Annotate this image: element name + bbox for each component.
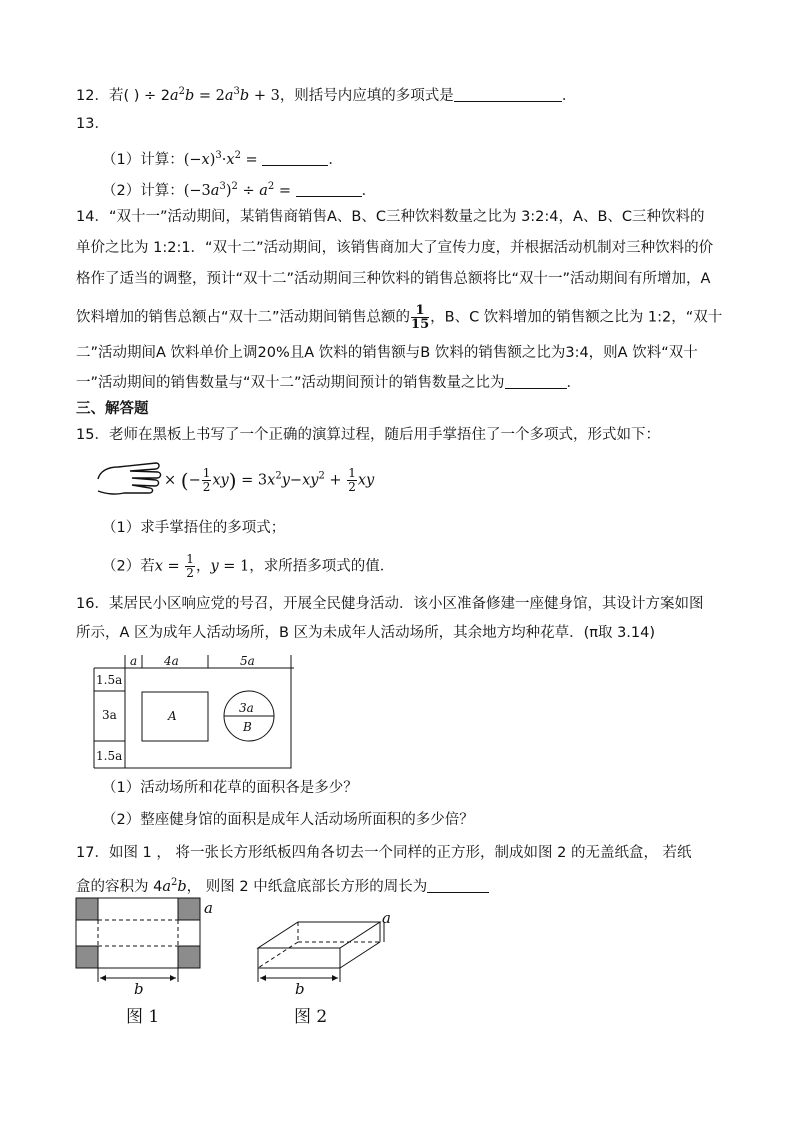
fig2-label-a: a bbox=[382, 909, 391, 927]
question-17-line-2: 盒的容积为 $4a^2b$， 则图 2 中纸盒底部长方形的周长为 bbox=[76, 873, 489, 897]
math-a2b: a bbox=[169, 87, 179, 104]
question-14-line-5: 二”活动期间A 饮料单价上调20%且A 饮料的销售额与B 饮料的销售额之比为3:4，则A 饮料“双十 bbox=[76, 345, 698, 361]
question-15-part-2: （2）若x = $\frac{1}{2}$ ，y = 1，求所捂多项式的值． bbox=[102, 552, 395, 580]
fig1-label-a: a bbox=[204, 899, 213, 917]
label-top-1-5a: 1.5a bbox=[96, 673, 123, 687]
equation: × (− $\frac{1}{2}$ $xy) = 3x^2y-xy^2$ + $\frac{1}{2}$ xy bbox=[164, 466, 375, 494]
question-17-line-1: 17．如图 1 ， 将一张长方形纸板四角各切去一个同样的正方形，制成如图 2 的无盖纸盒， 若纸 bbox=[76, 845, 692, 861]
answer-blank[interactable] bbox=[296, 182, 362, 197]
question-13-number: 13． bbox=[76, 116, 109, 132]
label-bottom-1-5a: 1.5a bbox=[96, 749, 123, 763]
label-5a: 5a bbox=[240, 654, 255, 668]
answer-blank[interactable] bbox=[427, 878, 489, 893]
label-a: a bbox=[130, 654, 138, 668]
question-16-part-2: （2）整座健身馆的面积是成年人活动场所面积的多少倍？ bbox=[102, 812, 474, 828]
label-3a: 3a bbox=[102, 708, 117, 722]
question-14-line-3: 格作了适当的调整，预计“双十二”活动期间三种饮料的销售总额将比“双十一”活动期间有所增加，A bbox=[76, 271, 711, 287]
question-13-part-2: （2）计算：$(-3a^3)^2 \div a^2$ = ． bbox=[102, 181, 377, 199]
section-title: 三、解答题 bbox=[76, 401, 149, 417]
answer-blank[interactable] bbox=[505, 374, 567, 389]
question-14-line-6: 一”活动期间的销售数量与“双十二”活动期间预计的销售数量之比为 ． bbox=[76, 375, 582, 391]
question-15-line-1: 15．老师在黑板上书写了一个正确的演算过程，随后用手掌捂住了一个多项式，形式如下： bbox=[76, 427, 660, 443]
label-4a: 4a bbox=[164, 654, 179, 668]
question-12: 12．若( ) ÷ $2a^2b = 2a^3b + 3$，则括号内应填的多项式是 ． bbox=[76, 86, 577, 104]
question-16-line-1: 16．某居民小区响应党的号召，开展全民健身活动．该小区准备修建一座健身馆，其设计方案如图 bbox=[76, 596, 704, 612]
label-circle-3a: 3a bbox=[239, 701, 254, 715]
question-14-line-1: 14．“双十一”活动期间，某销售商销售A、B、C三种饮料数量之比为 3:2:4，A、B、C三种饮料的 bbox=[76, 209, 705, 225]
fig2-label-b: b bbox=[295, 980, 305, 998]
label-zone-a: A bbox=[168, 709, 177, 723]
question-14-line-2: 单价之比为 1:2:1．“双十二”活动期间，该销售商加大了宣传力度，并根据活动机制对三种饮料的价 bbox=[76, 240, 714, 256]
figure-2 bbox=[254, 896, 414, 1032]
answer-blank[interactable] bbox=[262, 151, 328, 166]
question-16-line-2: 所示，A 区为成年人活动场所，B 区为未成年人活动场所，其余地方均种花草．(π取 3.14) bbox=[76, 625, 656, 641]
question-13-part-1: （1）计算：$(-x)^3\cdot x^2$ = ． bbox=[102, 150, 343, 168]
question-15-part-1: （1）求手掌捂住的多项式； bbox=[102, 520, 286, 536]
label-zone-b: B bbox=[243, 720, 252, 734]
fraction-1-15: $\frac{1}{15}$ bbox=[411, 303, 430, 332]
gym-plan-figure bbox=[92, 652, 296, 770]
answer-blank[interactable] bbox=[454, 87, 562, 102]
fig2-caption: 图 2 bbox=[294, 1007, 328, 1027]
question-16-part-1: （1）活动场所和花草的面积各是多少？ bbox=[102, 780, 358, 796]
fig1-caption: 图 1 bbox=[126, 1007, 160, 1027]
question-14-line-4: 饮料增加的销售总额占“双十二”活动期间销售总额的 $\frac{1}{15}$ ，B、C 饮料增加的销售额之比为 1:2，“双十 bbox=[76, 303, 723, 332]
hand-icon bbox=[94, 458, 164, 500]
fig1-label-b: b bbox=[134, 980, 144, 998]
figure-1 bbox=[74, 896, 234, 1032]
